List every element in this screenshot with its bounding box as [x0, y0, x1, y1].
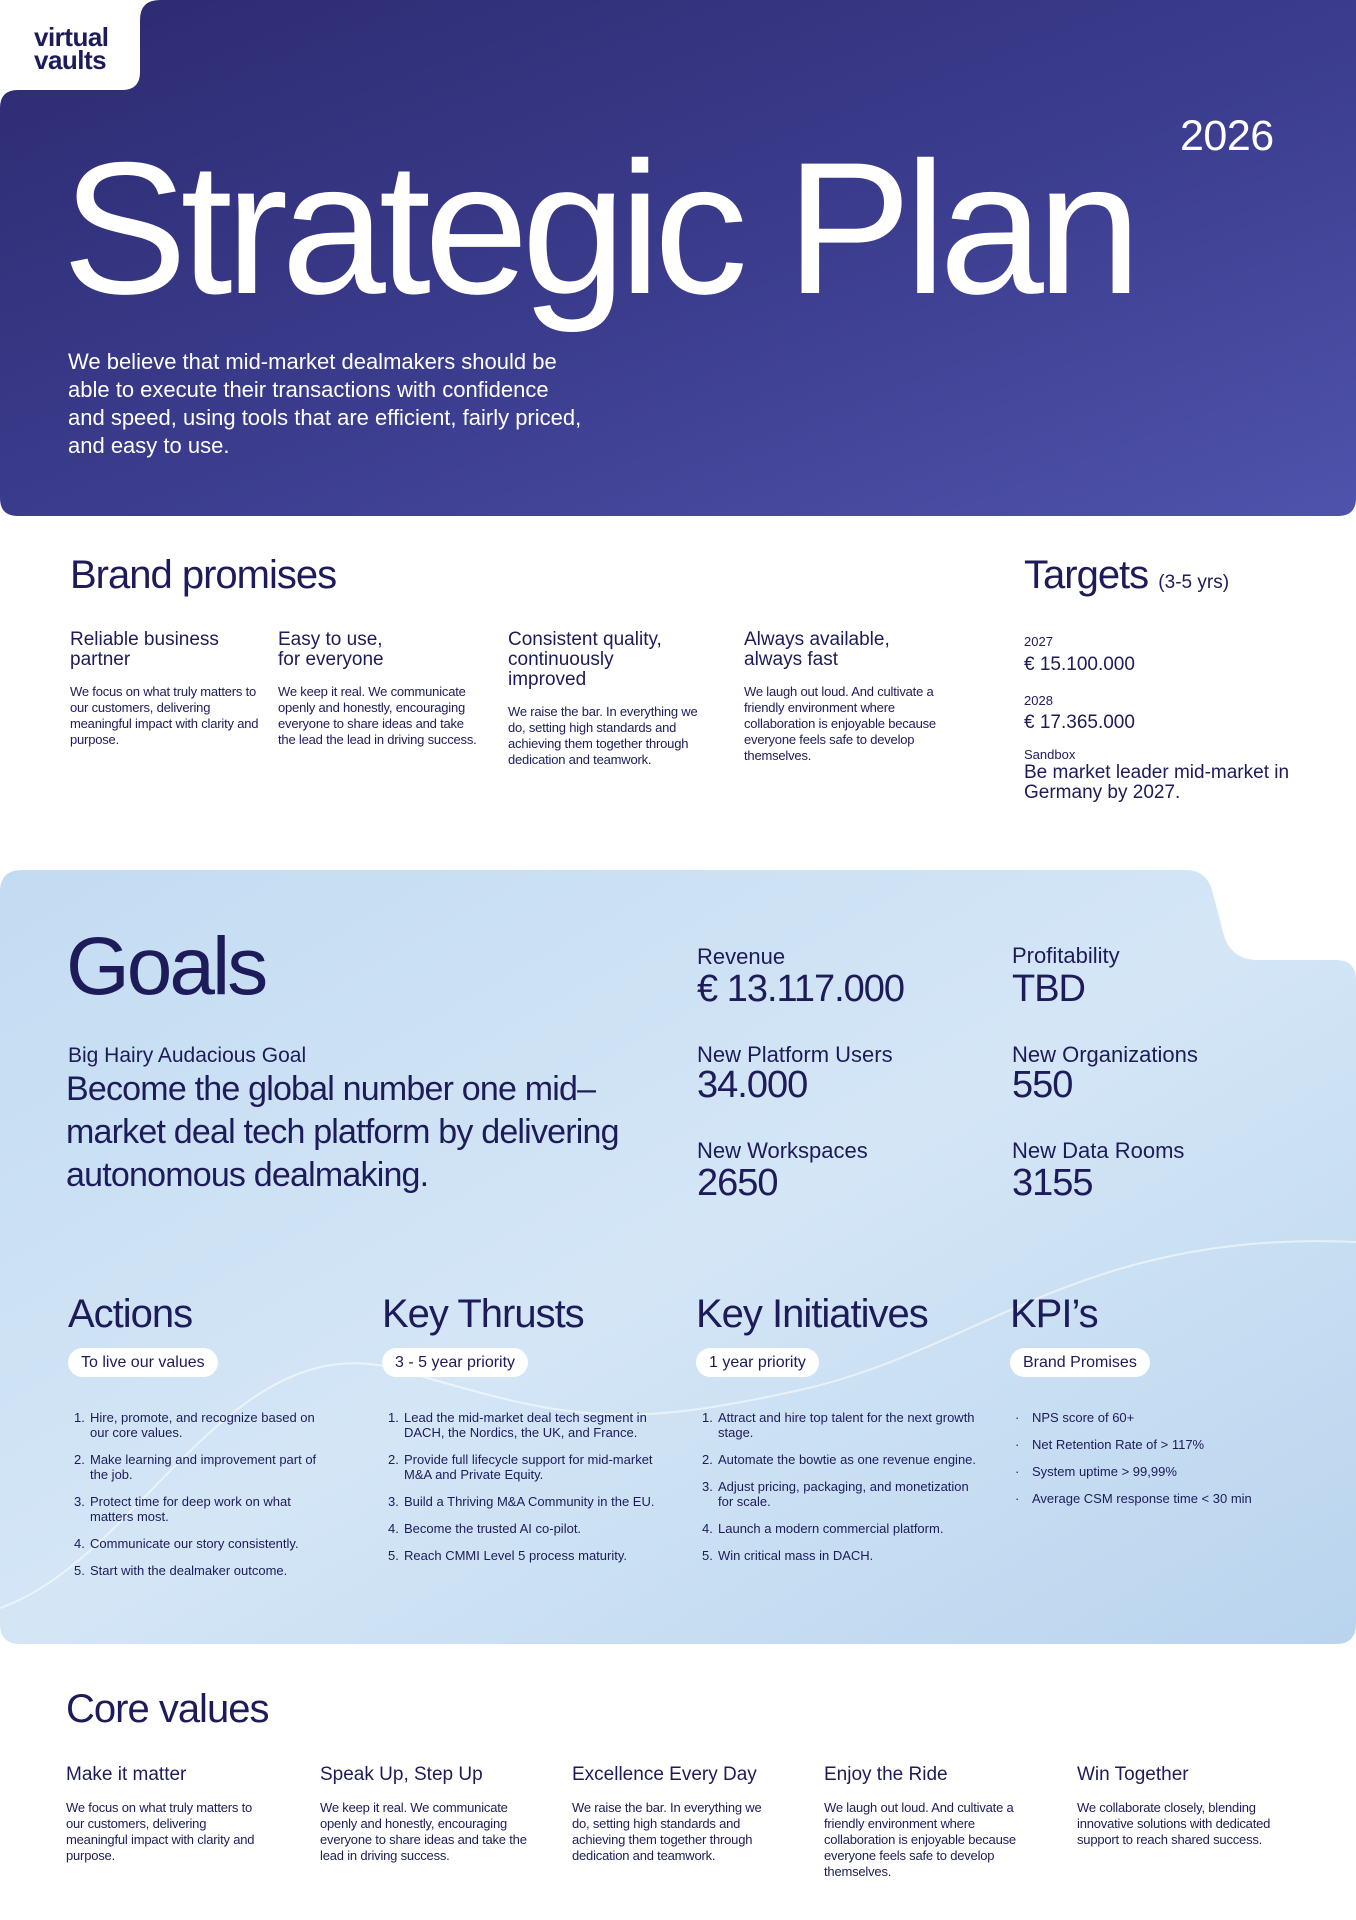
page-title: Strategic Plan [62, 123, 1135, 333]
target-value: € 15.100.000 [1024, 654, 1135, 675]
metric-label: New Data Rooms [1012, 1138, 1185, 1163]
list-item: 4. Launch a modern commercial platform. [702, 1521, 944, 1536]
list-item: · Average CSM response time < 30 min [1015, 1491, 1252, 1506]
metric-value: 2650 [697, 1162, 778, 1204]
core-value-item: Speak Up, Step Up We keep it real. We communicate openly and honestly, encouraging everyone to share ideas and take the lead in driving success. [320, 1764, 527, 1863]
list-item: 2. Make learning and improvement part of the job. [74, 1452, 317, 1482]
key-initiatives-title: Key Initiatives [696, 1292, 928, 1336]
list-item: 5. Win critical mass in DACH. [702, 1548, 874, 1563]
list-item: 3. Build a Thriving M&A Community in the EU. [388, 1494, 655, 1509]
list-item: 3. Protect time for deep work on what matters most. [74, 1494, 291, 1524]
metric-value: 3155 [1012, 1162, 1093, 1204]
key-thrusts-title: Key Thrusts [382, 1292, 584, 1336]
list-item: · NPS score of 60+ [1015, 1410, 1135, 1425]
core-value-item: Enjoy the Ride We laugh out loud. And cultivate a friendly environment where collaboration is enjoyable because everyone feels safe to develop themselves. [824, 1764, 1016, 1879]
metric-value: 34.000 [697, 1064, 808, 1106]
plan-year: 2026 [1180, 112, 1274, 160]
key-thrusts-pill: 3 - 5 year priority [382, 1348, 528, 1377]
metric-label: New Organizations [1012, 1042, 1198, 1067]
kpis-list [1010, 1410, 1310, 1518]
list-item: 1. Hire, promote, and recognize based on our core values. [74, 1410, 315, 1440]
bhag-statement: Become the global number one mid–market deal tech platform by delivering autonomous dealmaking. [66, 1070, 619, 1194]
core-values-title: Core values [66, 1687, 269, 1731]
metric-value: € 13.117.000 [697, 968, 905, 1010]
list-item: · System uptime > 99,99% [1015, 1464, 1177, 1479]
promise-item: Easy to use, for everyone We keep it real. We communicate openly and honestly, encouraging everyone to share ideas and take the lead the lead in driving success. [278, 629, 477, 747]
actions-pill: To live our values [68, 1348, 218, 1377]
kpis-title: KPI’s [1010, 1292, 1098, 1336]
list-item: 2. Automate the bowtie as one revenue engine. [702, 1452, 977, 1467]
key-initiatives-list [696, 1410, 986, 1575]
target-value: € 17.365.000 [1024, 712, 1135, 733]
kpis-pill: Brand Promises [1010, 1348, 1150, 1377]
core-value-item: Win Together We collaborate closely, blending innovative solutions with dedicated support to reach shared success. [1077, 1764, 1271, 1847]
metric-label: New Workspaces [697, 1138, 868, 1163]
core-value-item: Make it matter We focus on what truly matters to our customers, delivering meaningful impact with clarity and purpose. [66, 1764, 255, 1863]
list-item: 5. Start with the dealmaker outcome. [74, 1563, 288, 1578]
metric-label: Profitability [1012, 943, 1120, 968]
list-item: 4. Become the trusted AI co-pilot. [388, 1521, 582, 1536]
list-item: 1. Lead the mid-market deal tech segment in DACH, the Nordics, the UK, and France. [388, 1410, 647, 1440]
list-item: · Net Retention Rate of > 117% [1015, 1437, 1205, 1452]
bhag-label: Big Hairy Audacious Goal [68, 1044, 307, 1067]
list-item: 5. Reach CMMI Level 5 process maturity. [388, 1548, 627, 1563]
key-initiatives-pill: 1 year priority [696, 1348, 819, 1377]
brand-promises-title: Brand promises [70, 553, 337, 597]
actions-title: Actions [68, 1292, 193, 1336]
target-year-label: 2027 [1024, 634, 1053, 649]
metric-value: TBD [1012, 968, 1085, 1010]
target-sandbox-label: Sandbox [1024, 747, 1076, 762]
core-value-item: Excellence Every Day We raise the bar. In everything we do, setting high standards and achieving them together through dedication and teamwork. [572, 1764, 762, 1863]
mission-statement: We believe that mid-market dealmakers should be able to execute their transactions with confidence and speed, using tools that are efficient, fairly priced, and easy to use. [68, 349, 582, 458]
promise-item: Consistent quality, continuously improved We raise the bar. In everything we do, setting high standards and achieving them together through dedication and teamwork. [508, 629, 698, 767]
list-item: 1. Attract and hire top talent for the next growth stage. [702, 1410, 975, 1440]
brand-logo: virtual vaults [34, 22, 109, 75]
promise-item: Reliable business partner We focus on what truly matters to our customers, delivering meaningful impact with clarity and purpose. [70, 629, 259, 747]
list-item: 3. Adjust pricing, packaging, and monetization for scale. [702, 1479, 969, 1509]
target-year-label: 2028 [1024, 693, 1053, 708]
metric-label: Revenue [697, 944, 786, 969]
list-item: 4. Communicate our story consistently. [74, 1536, 299, 1551]
promise-item: Always available, always fast We laugh out loud. And cultivate a friendly environment where collaboration is enjoyable because everyone feels safe to develop themselves. [744, 629, 936, 763]
targets-title: Targets (3-5 yrs) [1024, 553, 1230, 597]
goals-title: Goals [66, 921, 266, 1012]
actions-list [68, 1410, 318, 1590]
metric-value: 550 [1012, 1064, 1073, 1106]
key-thrusts-list [382, 1410, 672, 1575]
target-statement: Be market leader mid-market in Germany by 2027. [1024, 762, 1290, 803]
metric-label: New Platform Users [697, 1042, 893, 1067]
list-item: 2. Provide full lifecycle support for mid-market M&A and Private Equity. [388, 1452, 653, 1482]
